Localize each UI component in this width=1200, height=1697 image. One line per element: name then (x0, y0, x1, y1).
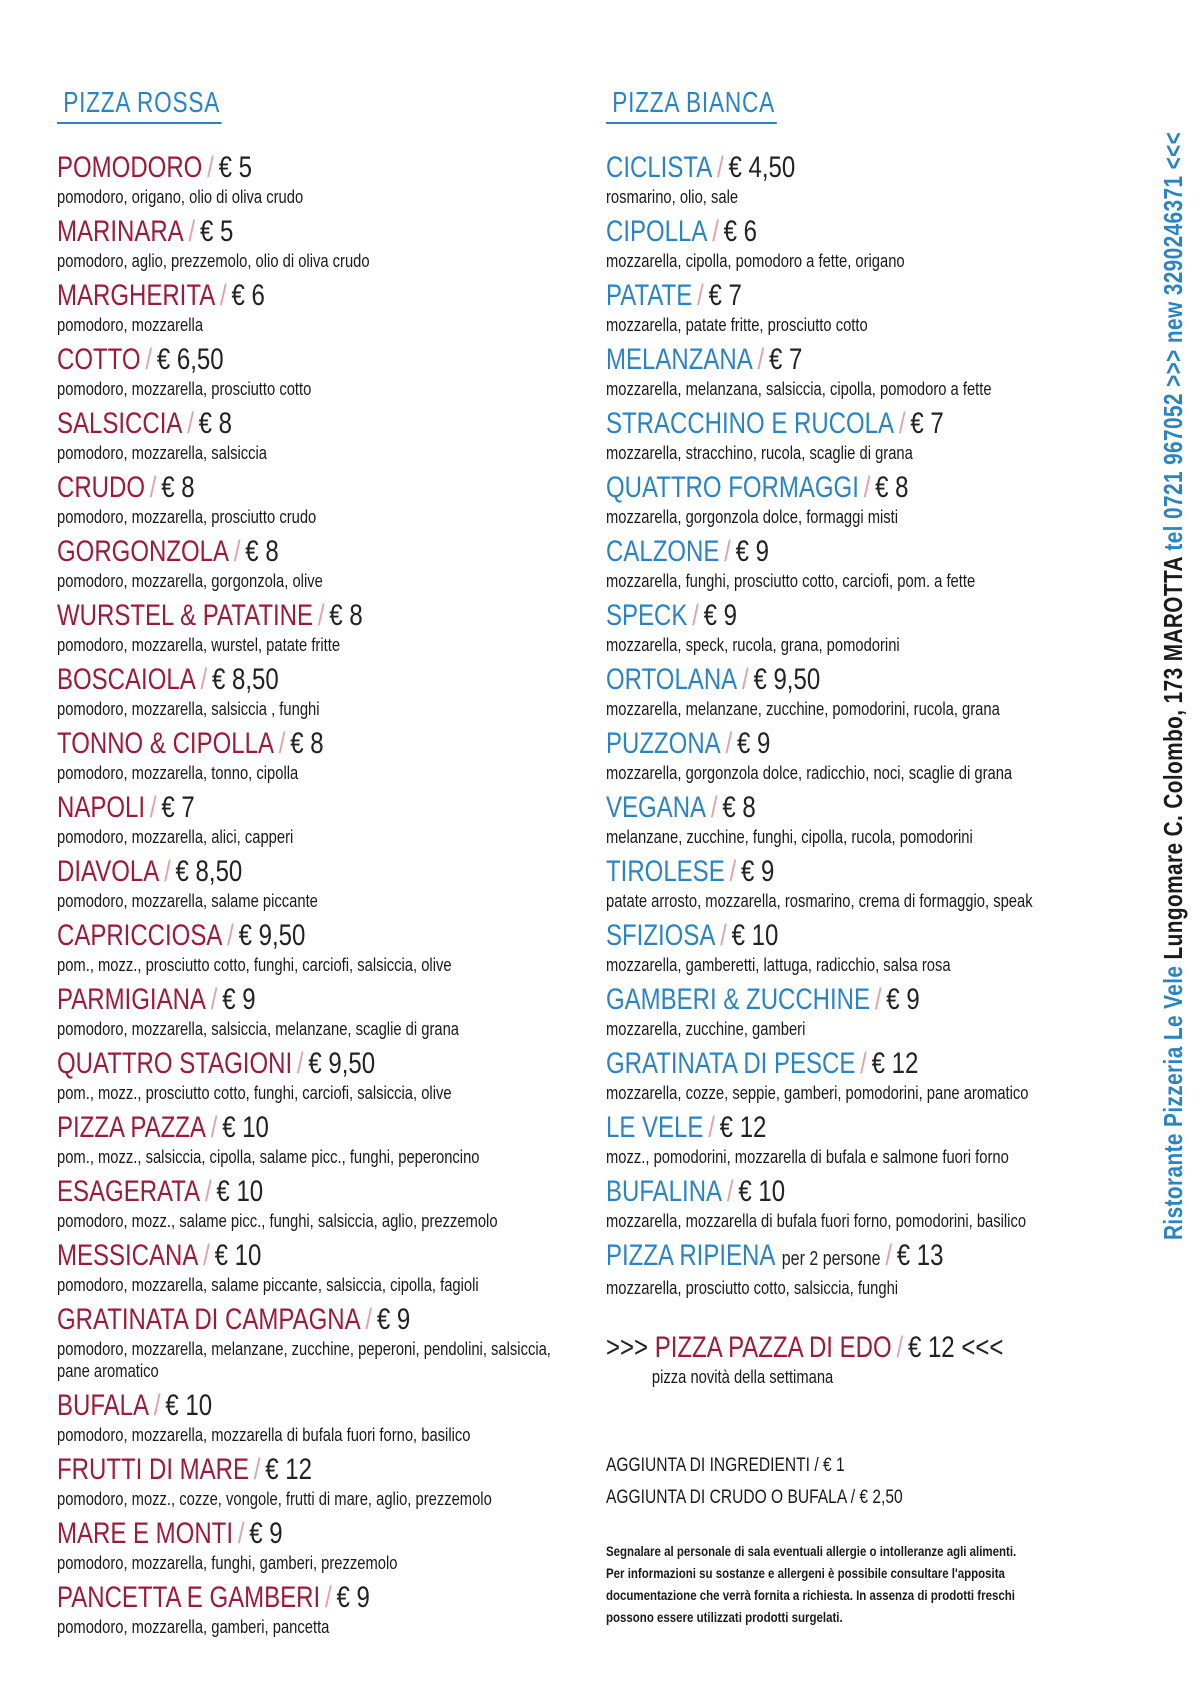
extra-crudo-bufala: AGGIUNTA DI CRUDO O BUFALA / € 2,50 (606, 1487, 903, 1508)
item-name: LE VELE (606, 1111, 704, 1144)
item-separator: / (720, 919, 727, 952)
item-separator: / (863, 471, 871, 504)
item-name: TONNO & CIPOLLA (57, 727, 274, 760)
item-description: mozzarella, gorgonzola dolce, formaggi misti (606, 507, 899, 527)
menu-item (606, 854, 1076, 918)
item-separator: / (210, 983, 218, 1016)
item-separator: / (203, 1239, 210, 1272)
item-price: € 5 (199, 215, 234, 248)
item-price: € 5 (218, 151, 252, 184)
item-name: FRUTTI DI MARE (57, 1453, 249, 1486)
item-separator: / (365, 1303, 373, 1336)
extras-list (606, 1450, 1076, 1514)
item-price: € 8 (722, 791, 756, 824)
item-name: MESSICANA (57, 1239, 199, 1272)
item-price: € 7 (708, 279, 742, 312)
item-description: pomodoro, aglio, prezzemolo, olio di oliva crudo (57, 251, 370, 271)
special-prefix: >>> (606, 1331, 649, 1364)
item-name: GORGONZOLA (57, 535, 230, 568)
item-price: € 9 (736, 727, 771, 760)
menu-item (606, 790, 1076, 854)
item-price: € 10 (214, 1239, 262, 1272)
item-price: € 9,50 (238, 919, 306, 952)
item-description: pomodoro, mozzarella, prosciutto cotto (57, 379, 312, 399)
menu-item (606, 1110, 1076, 1174)
item-price: € 10 (216, 1175, 264, 1208)
item-name: MARE E MONTI (57, 1517, 234, 1550)
item-separator: / (210, 1111, 218, 1144)
item-separator: / (204, 1175, 212, 1208)
item-name: POMODORO (57, 151, 203, 184)
item-price: € 9 (735, 535, 770, 568)
menu-item (57, 1110, 557, 1174)
menu-item (57, 1580, 557, 1644)
item-price: € 8 (161, 471, 195, 504)
item-description: patate arrosto, mozzarella, rosmarino, crema di formaggio, speak (606, 891, 1033, 911)
item-separator: / (724, 535, 731, 568)
item-name: SALSICCIA (57, 407, 183, 440)
item-name: STRACCHINO E RUCOLA (606, 407, 895, 440)
item-price: € 6,50 (156, 343, 224, 376)
menu-item (606, 982, 1076, 1046)
menu-item (606, 278, 1076, 342)
item-name: ORTOLANA (606, 663, 738, 696)
menu-item (57, 1046, 557, 1110)
menu-item (606, 534, 1076, 598)
pizza-rossa-list (57, 150, 557, 1644)
pizza-rossa-title: PIZZA ROSSA (57, 86, 222, 124)
item-separator: / (188, 215, 196, 248)
special-separator: / (896, 1331, 904, 1364)
item-separator: / (296, 1047, 304, 1080)
item-name: PATATE (606, 279, 693, 312)
item-price: € 9 (336, 1581, 370, 1614)
item-separator: / (692, 599, 699, 632)
item-name: CAPRICCIOSA (57, 919, 223, 952)
item-separator: / (729, 855, 737, 888)
item-name: CIPOLLA (606, 215, 708, 248)
item-separator: / (317, 599, 325, 632)
menu-item (57, 726, 557, 790)
menu-item (57, 854, 557, 918)
item-name: CICLISTA (606, 151, 713, 184)
item-description: mozzarella, gorgonzola dolce, radicchio, noci, scaglie di grana (606, 763, 1013, 783)
item-separator: / (710, 791, 718, 824)
item-price: € 9 (703, 599, 738, 632)
item-description: mozzarella, prosciutto cotto, salsiccia, funghi (606, 1278, 899, 1298)
item-price: € 9,50 (308, 1047, 376, 1080)
menu-item (57, 1302, 557, 1388)
item-price: € 10 (738, 1175, 786, 1208)
restaurant-name: Ristorante Pizzeria Le Vele (1158, 965, 1188, 1240)
item-separator: / (253, 1453, 261, 1486)
item-name: DIAVOLA (57, 855, 160, 888)
item-description: mozzarella, zucchine, gamberi (606, 1019, 806, 1039)
item-price: € 8 (198, 407, 233, 440)
item-price: € 9 (376, 1303, 411, 1336)
item-separator: / (149, 471, 157, 504)
item-price: € 6 (723, 215, 758, 248)
item-name: QUATTRO STAGIONI (57, 1047, 293, 1080)
item-separator: / (200, 663, 208, 696)
item-price: € 8 (245, 535, 279, 568)
item-price: € 9 (886, 983, 920, 1016)
item-name: WURSTEL & PATATINE (57, 599, 314, 632)
item-description: mozzarella, funghi, prosciutto cotto, carciofi, pom. a fette (606, 571, 976, 591)
item-description: pomodoro, mozzarella, prosciutto crudo (57, 507, 317, 527)
allergy-notice (606, 1540, 1065, 1628)
menu-item (57, 534, 557, 598)
item-description: pomodoro, mozzarella, salame piccante, salsiccia, cipolla, fagioli (57, 1275, 479, 1295)
item-description: pomodoro, mozzarella, salsiccia (57, 443, 268, 463)
item-price: € 7 (161, 791, 195, 824)
item-description: pomodoro, mozzarella, salsiccia, melanzane, scaglie di grana (57, 1019, 460, 1039)
item-description: pomodoro, mozzarella, alici, capperi (57, 827, 294, 847)
menu-item (606, 918, 1076, 982)
restaurant-contact: tel 0721 967052 >>> new 3290246371 <<< (1158, 131, 1188, 551)
item-separator: / (741, 663, 749, 696)
item-price: € 9 (740, 855, 775, 888)
item-price: € 8 (290, 727, 324, 760)
menu-item (57, 918, 557, 982)
item-separator: / (697, 279, 704, 312)
item-description: pomodoro, mozzarella, funghi, gamberi, prezzemolo (57, 1553, 398, 1573)
item-separator: / (712, 215, 719, 248)
pizza-bianca-list (606, 150, 1076, 1302)
pizza-bianca-title: PIZZA BIANCA (606, 86, 777, 124)
item-price: € 12 (265, 1453, 312, 1486)
menu-item (57, 150, 557, 214)
item-separator: / (757, 343, 765, 376)
item-price: € 6 (231, 279, 265, 312)
item-separator: / (717, 151, 724, 184)
item-separator: / (145, 343, 153, 376)
menu-item (606, 470, 1076, 534)
item-name: PANCETTA E GAMBERI (57, 1581, 321, 1614)
item-price: € 10 (731, 919, 779, 952)
item-price: € 9 (249, 1517, 283, 1550)
item-description: mozzarella, mozzarella di bufala fuori forno, pomodorini, basilico (606, 1211, 1027, 1231)
item-price: € 10 (165, 1389, 213, 1422)
item-description: melanzane, zucchine, funghi, cipolla, rucola, pomodorini (606, 827, 973, 847)
item-description: mozzarella, cozze, seppie, gamberi, pomodorini, pane aromatico (606, 1083, 1029, 1103)
item-name: BOSCAIOLA (57, 663, 196, 696)
menu-item (606, 1238, 1076, 1302)
item-separator: / (324, 1581, 332, 1614)
item-name: MARGHERITA (57, 279, 216, 312)
item-name: GAMBERI & ZUCCHINE (606, 983, 871, 1016)
item-separator: / (898, 407, 906, 440)
item-name: COTTO (57, 343, 141, 376)
item-description: rosmarino, olio, sale (606, 187, 739, 207)
item-separator: / (708, 1111, 715, 1144)
item-name: QUATTRO FORMAGGI (606, 471, 859, 504)
item-price: € 12 (719, 1111, 767, 1144)
item-name: CRUDO (57, 471, 145, 504)
item-description: pomodoro, mozz., cozze, vongole, frutti di mare, aglio, prezzemolo (57, 1489, 492, 1509)
item-separator: / (726, 1175, 734, 1208)
item-description: mozzarella, melanzana, salsiccia, cipolla, pomodoro a fette (606, 379, 992, 399)
item-name: GRATINATA DI PESCE (606, 1047, 856, 1080)
item-separator: / (207, 151, 214, 184)
item-separator: / (227, 919, 234, 952)
menu-item (57, 1452, 557, 1516)
item-separator: / (187, 407, 194, 440)
item-name: BUFALA (57, 1389, 150, 1422)
menu-item (57, 598, 557, 662)
item-separator: / (860, 1047, 867, 1080)
item-name: PIZZA RIPIENA (606, 1239, 776, 1272)
menu-item (57, 470, 557, 534)
menu-item (57, 982, 557, 1046)
item-separator: / (885, 1239, 892, 1272)
restaurant-address: Lungomare C. Colombo, 173 MAROTTA (1158, 556, 1188, 960)
item-price: € 4,50 (728, 151, 796, 184)
special-pizza-price: € 12 (907, 1331, 955, 1364)
item-description: mozz., pomodorini, mozzarella di bufala e salmone fuori forno (606, 1147, 1009, 1167)
menu-item (57, 1388, 557, 1452)
item-price: € 9,50 (753, 663, 821, 696)
item-separator: / (237, 1517, 245, 1550)
menu-item (606, 1174, 1076, 1238)
allergy-line: Per informazioni su sostanze e allergeni è possibile consultare l'apposita (606, 1565, 1005, 1581)
menu-item (606, 406, 1076, 470)
item-description: pomodoro, mozzarella, melanzane, zucchine, peperoni, pendolini, salsiccia, pane aromatico (57, 1339, 551, 1381)
item-price: € 8 (329, 599, 363, 632)
item-description: pomodoro, mozzarella, tonno, cipolla (57, 763, 299, 783)
menu-item (57, 406, 557, 470)
item-name: TIROLESE (606, 855, 725, 888)
item-price: € 8 (875, 471, 909, 504)
item-name: PARMIGIANA (57, 983, 206, 1016)
extra-ingredients: AGGIUNTA DI INGREDIENTI / € 1 (606, 1455, 845, 1476)
item-separator: / (153, 1389, 161, 1422)
item-description: mozzarella, patate fritte, prosciutto cotto (606, 315, 868, 335)
item-description: pomodoro, mozzarella, gorgonzola, olive (57, 571, 323, 591)
menu-item (606, 150, 1076, 214)
allergy-line: possono essere utilizzati prodotti surgelati. (606, 1609, 843, 1625)
menu-item (57, 342, 557, 406)
item-name: SPECK (606, 599, 688, 632)
item-description: pomodoro, mozzarella, gamberi, pancetta (57, 1617, 330, 1637)
menu-item (606, 726, 1076, 790)
item-price: € 12 (871, 1047, 919, 1080)
menu-item (606, 1046, 1076, 1110)
item-separator: / (725, 727, 733, 760)
item-description: pomodoro, origano, olio di oliva crudo (57, 187, 304, 207)
menu-item (606, 598, 1076, 662)
menu-item (606, 662, 1076, 726)
special-suffix: <<< (961, 1331, 1004, 1364)
menu-item (57, 790, 557, 854)
item-price: € 7 (768, 343, 803, 376)
item-name: MELANZANA (606, 343, 753, 376)
menu-item (57, 1174, 557, 1238)
item-description: pom., mozz., prosciutto cotto, funghi, carciofi, salsiccia, olive (57, 1083, 452, 1103)
item-name: CALZONE (606, 535, 720, 568)
item-price: € 10 (222, 1111, 269, 1144)
item-description: mozzarella, stracchino, rucola, scaglie di grana (606, 443, 913, 463)
item-name: NAPOLI (57, 791, 146, 824)
special-pizza (606, 1330, 1076, 1388)
item-price: € 9 (222, 983, 256, 1016)
item-description: mozzarella, cipolla, pomodoro a fette, origano (606, 251, 905, 271)
item-name: GRATINATA DI CAMPAGNA (57, 1303, 361, 1336)
item-description: pomodoro, mozzarella, mozzarella di bufala fuori forno, basilico (57, 1425, 471, 1445)
item-separator: / (220, 279, 227, 312)
item-price: € 13 (896, 1239, 944, 1272)
item-note: per 2 persone (781, 1248, 881, 1270)
item-name: PUZZONA (606, 727, 721, 760)
item-name: VEGANA (606, 791, 707, 824)
menu-item (57, 214, 557, 278)
item-separator: / (874, 983, 882, 1016)
item-price: € 8,50 (212, 663, 279, 696)
item-description: pom., mozz., prosciutto cotto, funghi, carciofi, salsiccia, olive (57, 955, 452, 975)
menu-item (57, 662, 557, 726)
item-name: PIZZA PAZZA (57, 1111, 206, 1144)
item-separator: / (149, 791, 157, 824)
pizza-rossa-column (57, 86, 557, 1644)
menu-item (57, 278, 557, 342)
item-description: mozzarella, gamberetti, lattuga, radicchio, salsa rosa (606, 955, 951, 975)
special-pizza-desc: pizza novità della settimana (651, 1367, 834, 1387)
pizza-bianca-column (606, 86, 1076, 1514)
item-description: pomodoro, mozzarella, salame piccante (57, 891, 318, 911)
item-description: pomodoro, mozzarella (57, 315, 204, 335)
item-description: pomodoro, mozzarella, wurstel, patate fritte (57, 635, 341, 655)
item-price: € 8,50 (175, 855, 243, 888)
menu-item (57, 1238, 557, 1302)
item-separator: / (278, 727, 286, 760)
item-description: pom., mozz., salsiccia, cipolla, salame picc., funghi, peperoncino (57, 1147, 480, 1167)
item-description: mozzarella, melanzane, zucchine, pomodorini, rucola, grana (606, 699, 1000, 719)
item-separator: / (233, 535, 241, 568)
item-separator: / (164, 855, 171, 888)
item-price: € 7 (910, 407, 944, 440)
item-name: SFIZIOSA (606, 919, 716, 952)
item-description: mozzarella, speck, rucola, grana, pomodorini (606, 635, 900, 655)
item-description: pomodoro, mozzarella, salsiccia , funghi (57, 699, 320, 719)
allergy-line: documentazione che verrà fornita a richiesta. In assenza di prodotti freschi (606, 1587, 1015, 1603)
restaurant-sidebar (1155, 70, 1191, 1240)
special-pizza-name: PIZZA PAZZA DI EDO (654, 1331, 892, 1364)
menu-item (606, 342, 1076, 406)
menu-item (606, 214, 1076, 278)
item-name: ESAGERATA (57, 1175, 201, 1208)
item-name: BUFALINA (606, 1175, 723, 1208)
allergy-line: Segnalare al personale di sala eventuali allergie o intolleranze agli alimenti. (606, 1543, 1017, 1559)
menu-item (57, 1516, 557, 1580)
item-description: pomodoro, mozz., salame picc., funghi, salsiccia, aglio, prezzemolo (57, 1211, 498, 1231)
item-name: MARINARA (57, 215, 184, 248)
